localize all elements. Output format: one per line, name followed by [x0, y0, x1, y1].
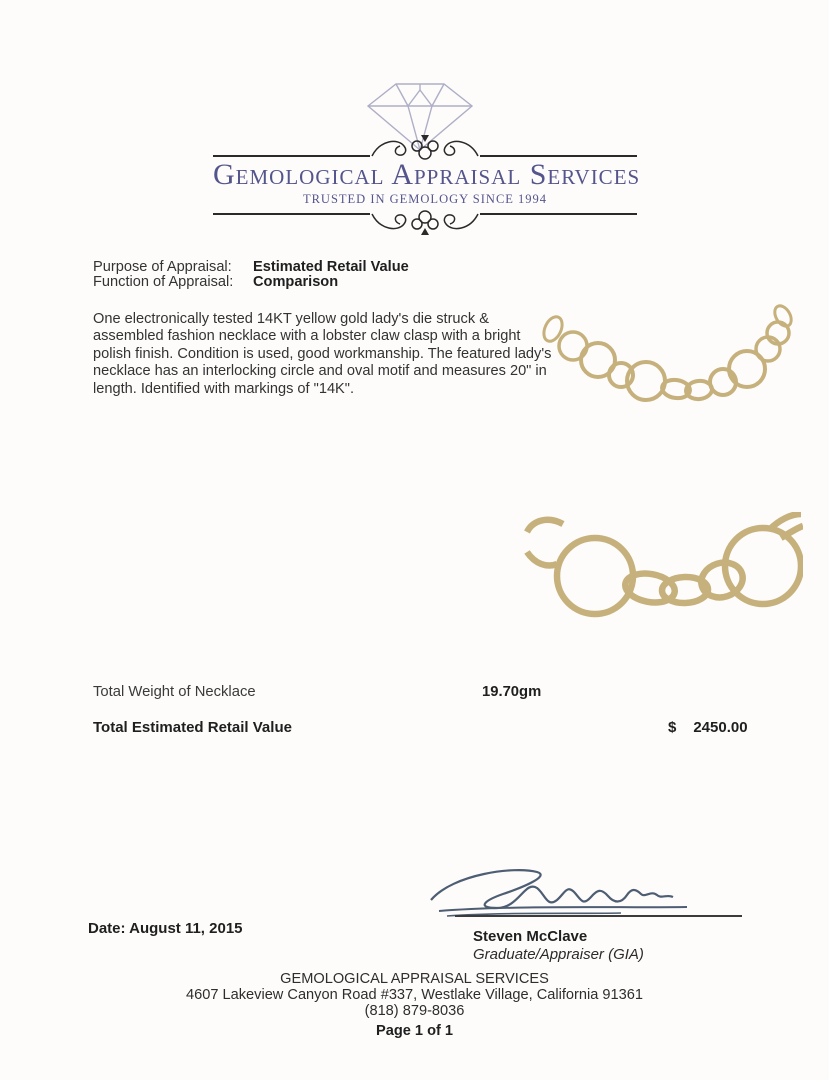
purpose-row: [93, 259, 409, 275]
page-number: Page 1 of 1: [375, 1023, 454, 1039]
amount-value: 2450.00: [693, 719, 748, 736]
footer-phone: (818) 879-8036: [364, 1003, 465, 1019]
signature-rule-line: [455, 915, 742, 917]
total-weight-value: 19.70gm: [482, 684, 542, 700]
company-logo-title: Gemological Appraisal Services: [213, 158, 641, 191]
footer-company-name: GEMOLOGICAL APPRAISAL SERVICES: [280, 971, 549, 987]
company-tagline: TRUSTED IN GEMOLOGY SINCE 1994: [302, 192, 548, 206]
purpose-value: Estimated Retail Value: [253, 259, 409, 275]
signer-title: Graduate/Appraiser (GIA): [473, 946, 644, 963]
function-row: [93, 274, 338, 290]
total-value-amount: [668, 719, 748, 736]
necklace-photo-full: [535, 296, 793, 419]
footer-address: 4607 Lakeview Canyon Road #337, Westlake Village, California 91361: [185, 987, 644, 1003]
necklace-photo-closeup: [523, 512, 803, 639]
currency-symbol: $: [668, 719, 677, 736]
divider-line: [213, 213, 370, 215]
function-label: Function of Appraisal:: [93, 274, 234, 290]
flourish-divider-bottom: [213, 206, 637, 236]
purpose-label: Purpose of Appraisal:: [93, 259, 232, 275]
item-description: One electronically tested 14KT yellow gold lady's die struck & assembled fashion necklace with a lobster claw clasp with a bright polish finish. Condition is used, good workmanship. The featured lady's necklace has an interlocking circle and oval motif and measures 20" in length. Identified with markings of "14K".: [93, 311, 552, 397]
divider-line: [480, 213, 637, 215]
total-value-label: Total Estimated Retail Value: [93, 719, 292, 736]
signer-name: Steven McClave: [473, 928, 588, 945]
divider-line: [213, 155, 370, 157]
signature-image: [425, 864, 695, 927]
total-weight-label: Total Weight of Necklace: [93, 684, 256, 700]
appraisal-date: Date: August 11, 2015: [88, 920, 243, 937]
scroll-flourish-icon: [370, 206, 480, 236]
divider-line: [480, 155, 637, 157]
function-value: Comparison: [253, 274, 339, 290]
